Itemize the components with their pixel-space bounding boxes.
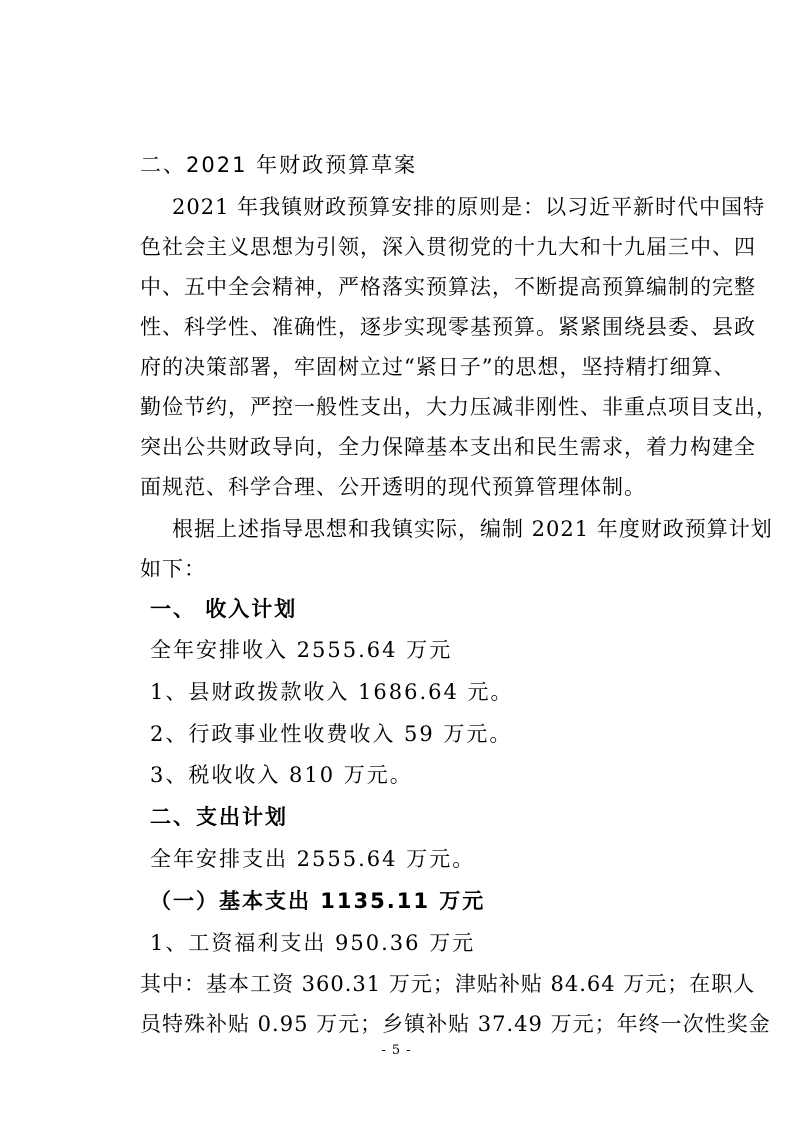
basic-expense-title: （一）基本支出 1135.11 万元 [150,889,486,913]
section-title: 二、2021 年财政预算草案 [140,153,418,177]
income-item-3: 3、税收收入 810 万元。 [150,763,413,787]
income-item-1: 1、县财政拨款收入 1686.64 元。 [150,680,514,704]
paragraph1-line-4: 性、科学性、准确性，逐步实现零基预算。紧紧围绕县委、县政 [140,315,756,339]
paragraph1-line-6: 勤俭节约，严控一般性支出，大力压减非刚性、非重点项目支出， [140,395,778,419]
income-item-2: 2、行政事业性收费收入 59 万元。 [150,722,513,746]
paragraph1-line-7: 突出公共财政导向，全力保障基本支出和民生需求，着力构建全 [140,435,756,459]
paragraph1-line-1: 2021 年我镇财政预算安排的原则是：以习近平新时代中国特 [172,195,766,219]
paragraph1-line-3: 中、五中全会精神，严格落实预算法，不断提高预算编制的完整 [140,275,756,299]
expense-detail-line-1: 其中：基本工资 360.31 万元；津贴补贴 84.64 万元；在职人 [140,972,756,996]
expense-title: 二、支出计划 [150,805,288,829]
expense-item-1: 1、工资福利支出 950.36 万元 [150,931,476,955]
paragraph2-line-1: 根据上述指导思想和我镇实际，编制 2021 年度财政预算计划 [172,517,773,541]
expense-detail-line-2: 员特殊补贴 0.95 万元；乡镇补贴 37.49 万元；年终一次性奖金 [140,1012,771,1036]
paragraph2-line-2: 如下： [140,557,206,581]
paragraph1-line-5: 府的决策部署，牢固树立过“紧日子”的思想，坚持精打细算、 [140,355,736,379]
income-total: 全年安排收入 2555.64 万元 [150,638,453,662]
paragraph1-line-2: 色社会主义思想为引领，深入贯彻党的十九大和十九届三中、四 [140,235,756,259]
income-title: 一、 收入计划 [150,597,298,621]
page-number: - 5 - [381,1043,412,1058]
paragraph1-line-8: 面规范、科学合理、公开透明的现代预算管理体制。 [140,475,646,499]
expense-total: 全年安排支出 2555.64 万元。 [150,847,476,871]
